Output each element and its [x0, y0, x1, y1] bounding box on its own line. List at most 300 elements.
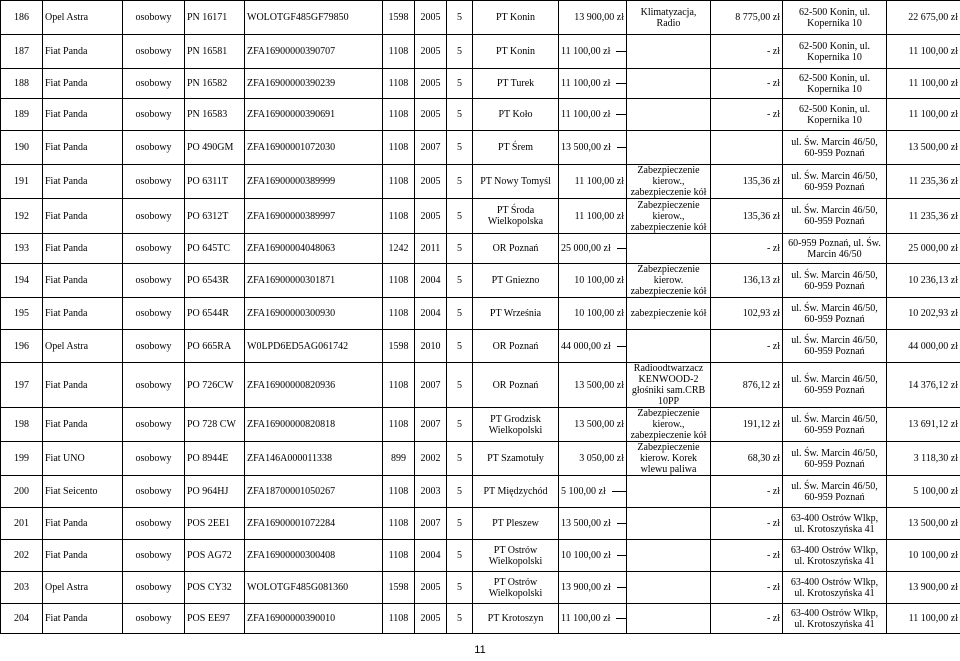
- type-cell: [123, 69, 185, 99]
- vin-text: ZFA16900000390707: [247, 46, 336, 57]
- capacity-text: 1242: [388, 243, 409, 254]
- blank-line: [616, 114, 626, 115]
- vin-cell: [245, 131, 383, 165]
- table-row: [1, 540, 960, 572]
- capacity-text: 1598: [388, 582, 409, 593]
- seats-cell: [447, 69, 473, 99]
- total-cell: [887, 35, 960, 69]
- lp-cell: [1, 298, 43, 330]
- extras-value-cell: [711, 131, 783, 165]
- vin-cell: [245, 330, 383, 363]
- lp-cell: [1, 363, 43, 408]
- year-cell: [415, 298, 447, 330]
- address-text: ul. Św. Marcin 46/50, 60-959 Poznań: [791, 136, 878, 159]
- make-text: Fiat Panda: [45, 176, 88, 187]
- vin-text: WOLOTGF485G081360: [247, 582, 349, 593]
- total-text: 14 376,12 zł: [908, 379, 958, 391]
- seats-text: 5: [457, 308, 462, 319]
- type-cell: [123, 131, 185, 165]
- seats-text: 5: [457, 379, 462, 391]
- value-cell: [559, 165, 627, 199]
- seats-cell: [447, 604, 473, 634]
- total-cell: [887, 131, 960, 165]
- capacity-text: 1108: [388, 613, 409, 624]
- lp-cell: [1, 264, 43, 298]
- address-text: 62-500 Konin, ul. Kopernika 10: [798, 72, 871, 95]
- lp-text: 196: [14, 340, 29, 352]
- registration-cell: [185, 165, 245, 199]
- address-cell: [783, 1, 887, 35]
- lp-cell: [1, 442, 43, 476]
- extras-value-cell: [711, 572, 783, 604]
- extras-value-text: - zł: [766, 613, 780, 624]
- table-row: [1, 1, 960, 35]
- year-text: 2005: [420, 210, 441, 222]
- lp-cell: [1, 165, 43, 199]
- vin-cell: [245, 408, 383, 442]
- type-text: osobowy: [135, 582, 172, 593]
- value-text: 13 500,00 zł: [561, 518, 611, 529]
- seats-text: 5: [457, 78, 462, 89]
- make-cell: [43, 330, 123, 363]
- unit-cell: [473, 604, 559, 634]
- address-text: ul. Św. Marcin 46/50, 60-959 Poznań: [791, 480, 878, 503]
- capacity-text: 1598: [388, 340, 409, 352]
- seats-cell: [447, 1, 473, 35]
- unit-text: PT Grodzisk Wielkopolski: [488, 413, 543, 436]
- registration-text: PO 6312T: [187, 210, 229, 222]
- total-cell: [887, 199, 960, 234]
- vin-text: WOLOTGF485GF79850: [247, 12, 349, 23]
- total-text: 10 236,13 zł: [908, 275, 958, 286]
- unit-cell: [473, 264, 559, 298]
- value-text: 13 900,00 zł: [574, 12, 624, 23]
- make-cell: [43, 264, 123, 298]
- total-cell: [887, 540, 960, 572]
- extras-value-cell: [711, 234, 783, 264]
- lp-cell: [1, 572, 43, 604]
- total-text: 11 100,00 zł: [908, 613, 958, 624]
- seats-text: 5: [457, 340, 462, 352]
- blank-line: [617, 555, 627, 556]
- capacity-cell: [383, 442, 415, 476]
- extras-cell: [627, 540, 711, 572]
- value-cell: [559, 476, 627, 508]
- vin-text: ZFA146A000011338: [247, 453, 332, 464]
- lp-text: 191: [14, 176, 29, 187]
- registration-text: PN 16581: [187, 46, 228, 57]
- value-text: 25 000,00 zł: [561, 243, 611, 254]
- registration-text: PO 964HJ: [187, 486, 229, 497]
- vin-cell: [245, 298, 383, 330]
- make-cell: [43, 508, 123, 540]
- total-text: 11 100,00 zł: [908, 46, 958, 57]
- lp-text: 194: [14, 275, 29, 286]
- type-text: osobowy: [135, 613, 172, 624]
- table-row: [1, 298, 960, 330]
- extras-value-cell: [711, 99, 783, 131]
- vin-cell: [245, 234, 383, 264]
- year-cell: [415, 572, 447, 604]
- registration-cell: [185, 572, 245, 604]
- blank-line: [612, 491, 627, 492]
- value-text: 44 000,00 zł: [561, 340, 611, 352]
- total-text: 13 691,12 zł: [908, 419, 958, 430]
- total-cell: [887, 363, 960, 408]
- extras-cell: [627, 298, 711, 330]
- unit-cell: [473, 131, 559, 165]
- unit-cell: [473, 442, 559, 476]
- seats-text: 5: [457, 518, 462, 529]
- year-cell: [415, 508, 447, 540]
- capacity-cell: [383, 330, 415, 363]
- make-cell: [43, 408, 123, 442]
- table-row: [1, 99, 960, 131]
- value-cell: [559, 234, 627, 264]
- address-text: 62-500 Konin, ul. Kopernika 10: [798, 103, 871, 126]
- capacity-text: 1108: [388, 176, 409, 187]
- unit-cell: [473, 1, 559, 35]
- make-text: Fiat Panda: [45, 308, 88, 319]
- extras-cell: [627, 131, 711, 165]
- value-cell: [559, 35, 627, 69]
- total-cell: [887, 476, 960, 508]
- type-cell: [123, 234, 185, 264]
- vin-text: ZFA16900004048063: [247, 243, 336, 254]
- type-cell: [123, 476, 185, 508]
- capacity-cell: [383, 408, 415, 442]
- table-row: [1, 508, 960, 540]
- year-text: 2007: [420, 518, 441, 529]
- unit-text: PT Nowy Tomyśl: [480, 176, 551, 187]
- type-cell: [123, 1, 185, 35]
- type-text: osobowy: [135, 78, 172, 89]
- table-row: [1, 131, 960, 165]
- extras-value-text: - zł: [766, 486, 780, 497]
- address-cell: [783, 363, 887, 408]
- total-cell: [887, 264, 960, 298]
- make-cell: [43, 35, 123, 69]
- address-text: 63-400 Ostrów Wlkp, ul. Krotoszyńska 41: [790, 512, 879, 535]
- seats-cell: [447, 298, 473, 330]
- unit-cell: [473, 234, 559, 264]
- make-cell: [43, 442, 123, 476]
- registration-text: PO 6544R: [187, 308, 229, 319]
- value-text: 13 900,00 zł: [561, 582, 611, 593]
- total-text: 13 900,00 zł: [908, 582, 958, 593]
- table-row: [1, 234, 960, 264]
- unit-text: PT Ostrów Wielkopolski: [488, 544, 543, 567]
- vin-text: ZFA16900000390239: [247, 78, 336, 89]
- seats-text: 5: [457, 12, 462, 23]
- lp-cell: [1, 35, 43, 69]
- total-cell: [887, 165, 960, 199]
- seats-cell: [447, 442, 473, 476]
- seats-text: 5: [457, 46, 462, 57]
- year-cell: [415, 234, 447, 264]
- year-text: 2005: [420, 12, 441, 23]
- capacity-cell: [383, 508, 415, 540]
- year-text: 2005: [420, 613, 441, 624]
- value-cell: [559, 264, 627, 298]
- address-text: ul. Św. Marcin 46/50, 60-959 Poznań: [791, 170, 878, 193]
- value-cell: [559, 131, 627, 165]
- blank-line: [617, 523, 627, 524]
- make-cell: [43, 476, 123, 508]
- make-cell: [43, 298, 123, 330]
- total-text: 44 000,00 zł: [908, 340, 958, 352]
- address-cell: [783, 442, 887, 476]
- total-cell: [887, 408, 960, 442]
- type-text: osobowy: [135, 419, 172, 430]
- registration-text: PO 645TC: [187, 243, 231, 254]
- year-text: 2003: [420, 486, 441, 497]
- value-cell: [559, 442, 627, 476]
- value-cell: [559, 330, 627, 363]
- value-cell: [559, 604, 627, 634]
- make-text: Fiat Panda: [45, 518, 88, 529]
- extras-value-cell: [711, 35, 783, 69]
- total-cell: [887, 69, 960, 99]
- extras-value-text: 135,36 zł: [742, 210, 780, 222]
- capacity-cell: [383, 1, 415, 35]
- lp-cell: [1, 408, 43, 442]
- make-cell: [43, 363, 123, 408]
- address-cell: [783, 131, 887, 165]
- table-row: [1, 476, 960, 508]
- capacity-cell: [383, 363, 415, 408]
- blank-line: [616, 618, 626, 619]
- extras-cell: [627, 264, 711, 298]
- lp-cell: [1, 508, 43, 540]
- make-cell: [43, 69, 123, 99]
- extras-cell: [627, 99, 711, 131]
- capacity-cell: [383, 298, 415, 330]
- type-text: osobowy: [135, 453, 172, 464]
- extras-text: Zabezpieczenie kierow., zabezpieczenie kół: [630, 408, 707, 441]
- vin-cell: [245, 442, 383, 476]
- blank-line: [617, 346, 627, 347]
- year-text: 2004: [420, 308, 441, 319]
- registration-cell: [185, 408, 245, 442]
- make-text: Opel Astra: [45, 340, 89, 352]
- year-text: 2005: [420, 78, 441, 89]
- make-cell: [43, 131, 123, 165]
- seats-text: 5: [457, 176, 462, 187]
- type-text: osobowy: [135, 109, 172, 120]
- type-cell: [123, 165, 185, 199]
- unit-cell: [473, 298, 559, 330]
- address-text: ul. Św. Marcin 46/50, 60-959 Poznań: [791, 335, 878, 357]
- extras-cell: [627, 572, 711, 604]
- blank-line: [617, 587, 627, 588]
- unit-text: PT Ostrów Wielkopolski: [488, 576, 543, 599]
- unit-cell: [473, 408, 559, 442]
- unit-cell: [473, 476, 559, 508]
- extras-value-text: 876,12 zł: [742, 379, 780, 391]
- year-cell: [415, 476, 447, 508]
- unit-cell: [473, 199, 559, 234]
- lp-text: 193: [14, 243, 29, 254]
- year-cell: [415, 165, 447, 199]
- year-cell: [415, 330, 447, 363]
- value-text: 13 500,00 zł: [574, 419, 624, 430]
- value-text: 10 100,00 zł: [574, 275, 624, 286]
- registration-text: PO 6543R: [187, 275, 229, 286]
- lp-text: 189: [14, 109, 29, 120]
- registration-cell: [185, 330, 245, 363]
- year-text: 2005: [420, 109, 441, 120]
- type-cell: [123, 330, 185, 363]
- year-cell: [415, 408, 447, 442]
- capacity-text: 1108: [388, 142, 409, 153]
- unit-text: PT Szamotuły: [487, 453, 544, 464]
- seats-text: 5: [457, 550, 462, 561]
- year-cell: [415, 264, 447, 298]
- registration-cell: [185, 199, 245, 234]
- extras-value-text: - zł: [766, 243, 780, 254]
- extras-text: Zabezpieczenie kierow., zabezpieczenie kół: [630, 199, 707, 233]
- seats-text: 5: [457, 486, 462, 497]
- blank-line: [616, 83, 626, 84]
- extras-value-text: 8 775,00 zł: [735, 12, 780, 23]
- unit-text: OR Poznań: [492, 340, 539, 352]
- table-row: [1, 165, 960, 199]
- unit-text: OR Poznań: [492, 379, 539, 391]
- seats-text: 5: [457, 275, 462, 286]
- registration-cell: [185, 234, 245, 264]
- seats-cell: [447, 234, 473, 264]
- extras-text: Radioodtwarzacz KENWOOD-2 głośniki sam.CRB 10PP: [631, 363, 706, 407]
- registration-text: POS AG72: [187, 550, 232, 561]
- address-text: ul. Św. Marcin 46/50, 60-959 Poznań: [791, 302, 878, 325]
- make-cell: [43, 165, 123, 199]
- registration-cell: [185, 604, 245, 634]
- value-cell: [559, 540, 627, 572]
- year-text: 2004: [420, 275, 441, 286]
- lp-cell: [1, 99, 43, 131]
- seats-text: 5: [457, 613, 462, 624]
- extras-value-cell: [711, 264, 783, 298]
- year-cell: [415, 69, 447, 99]
- type-text: osobowy: [135, 142, 172, 153]
- seats-text: 5: [457, 419, 462, 430]
- total-cell: [887, 234, 960, 264]
- extras-cell: [627, 69, 711, 99]
- table-row: [1, 408, 960, 442]
- address-cell: [783, 476, 887, 508]
- extras-cell: [627, 408, 711, 442]
- vin-text: ZFA16900000820818: [247, 419, 336, 430]
- seats-text: 5: [457, 109, 462, 120]
- seats-text: 5: [457, 142, 462, 153]
- capacity-text: 1108: [388, 419, 409, 430]
- type-cell: [123, 442, 185, 476]
- extras-value-cell: [711, 165, 783, 199]
- vin-cell: [245, 572, 383, 604]
- lp-text: 190: [14, 142, 29, 153]
- type-cell: [123, 99, 185, 131]
- vin-text: ZFA16900000300408: [247, 550, 336, 561]
- extras-value-text: - zł: [766, 582, 780, 593]
- capacity-cell: [383, 476, 415, 508]
- unit-text: PT Konin: [496, 46, 535, 57]
- value-cell: [559, 69, 627, 99]
- capacity-text: 1108: [388, 46, 409, 57]
- make-text: Fiat Panda: [45, 613, 88, 624]
- make-cell: [43, 1, 123, 35]
- extras-value-cell: [711, 604, 783, 634]
- registration-text: PN 16582: [187, 78, 228, 89]
- type-cell: [123, 35, 185, 69]
- extras-value-cell: [711, 476, 783, 508]
- capacity-cell: [383, 199, 415, 234]
- address-cell: [783, 264, 887, 298]
- capacity-text: 1108: [388, 379, 409, 391]
- seats-cell: [447, 572, 473, 604]
- total-text: 11 235,36 zł: [908, 176, 958, 187]
- seats-cell: [447, 408, 473, 442]
- vin-cell: [245, 540, 383, 572]
- vin-text: ZFA16900000300930: [247, 308, 336, 319]
- year-cell: [415, 540, 447, 572]
- lp-text: 197: [14, 379, 29, 391]
- extras-value-text: - zł: [766, 550, 780, 561]
- extras-value-text: 191,12 zł: [742, 419, 780, 430]
- make-text: Fiat Panda: [45, 243, 88, 254]
- vin-text: ZFA18700001050267: [247, 486, 336, 497]
- unit-text: PT Międzychód: [483, 486, 548, 497]
- total-text: 10 100,00 zł: [908, 550, 958, 561]
- address-cell: [783, 69, 887, 99]
- vin-text: ZFA16900000820936: [247, 379, 336, 391]
- extras-text: Zabezpieczenie kierow., zabezpieczenie kół: [630, 165, 707, 198]
- lp-cell: [1, 330, 43, 363]
- extras-cell: [627, 1, 711, 35]
- extras-value-cell: [711, 540, 783, 572]
- capacity-text: 1108: [388, 550, 409, 561]
- registration-cell: [185, 69, 245, 99]
- year-text: 2007: [420, 379, 441, 391]
- unit-cell: [473, 99, 559, 131]
- table-row: [1, 264, 960, 298]
- extras-value-cell: [711, 442, 783, 476]
- make-text: Opel Astra: [45, 12, 89, 23]
- type-cell: [123, 408, 185, 442]
- make-cell: [43, 234, 123, 264]
- extras-value-text: - zł: [766, 109, 780, 120]
- vin-text: ZFA16900001072030: [247, 142, 336, 153]
- blank-line: [617, 248, 627, 249]
- unit-cell: [473, 572, 559, 604]
- unit-text: PT Środa Wielkopolska: [487, 205, 544, 227]
- vin-text: ZFA16900000390691: [247, 109, 336, 120]
- year-text: 2004: [420, 550, 441, 561]
- extras-value-cell: [711, 408, 783, 442]
- extras-cell: [627, 363, 711, 408]
- type-cell: [123, 298, 185, 330]
- extras-value-text: - zł: [766, 518, 780, 529]
- extras-text: zabezpieczenie kół: [630, 308, 707, 319]
- year-cell: [415, 99, 447, 131]
- lp-cell: [1, 604, 43, 634]
- type-text: osobowy: [135, 176, 172, 187]
- unit-cell: [473, 540, 559, 572]
- value-text: 11 100,00 zł: [561, 46, 611, 57]
- unit-text: OR Poznań: [492, 243, 539, 254]
- registration-cell: [185, 540, 245, 572]
- type-text: osobowy: [135, 12, 172, 23]
